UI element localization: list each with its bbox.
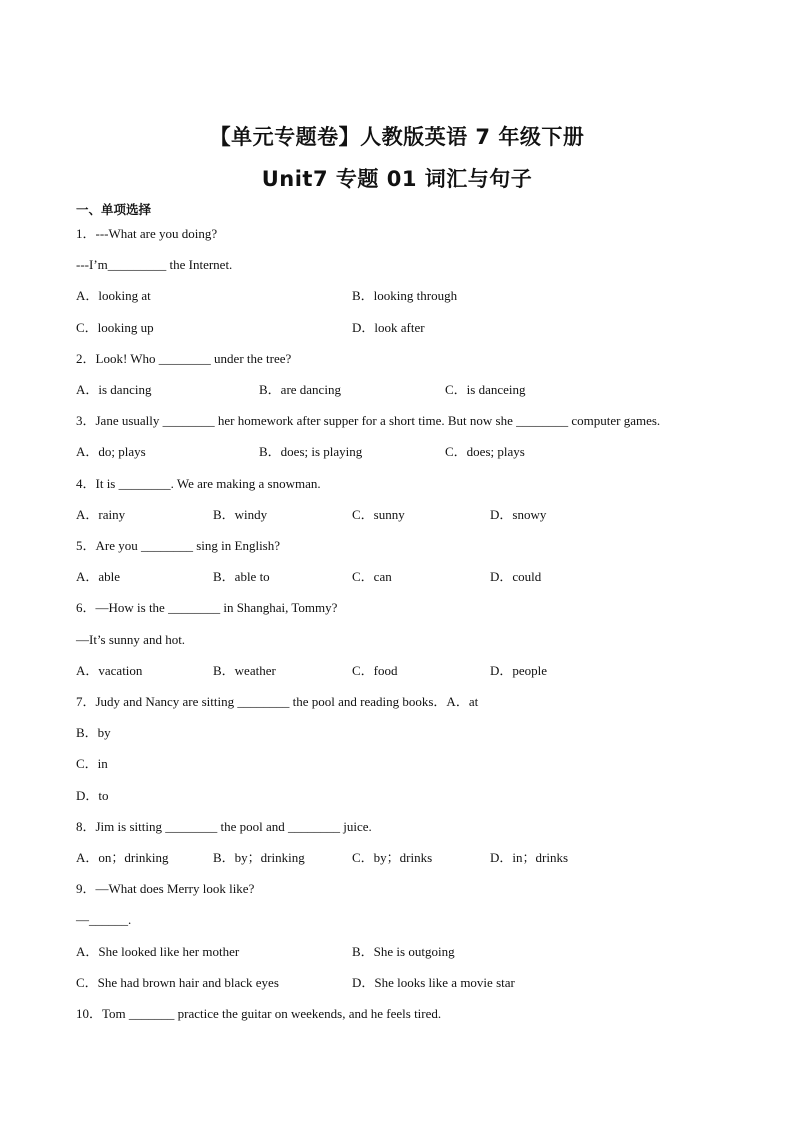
question-3-option-c: C．does; plays [445, 444, 525, 459]
question-5-option-c: C．can [352, 569, 392, 584]
question-4-option-b: B．windy [213, 507, 268, 522]
question-3-stem: 3．Jane usually ________ her homework after supper for a short time. But now she ________ computer games. [76, 413, 661, 428]
question-1-option-d: D．look after [352, 320, 425, 335]
question-1-stem-line2: ---I’m_________ the Internet. [76, 257, 233, 272]
question-6-option-a: A．vacation [76, 663, 143, 678]
question-1-option-b: B．looking through [352, 288, 458, 303]
question-4-option-a: A．rainy [76, 507, 126, 522]
question-6-option-c: C．food [352, 663, 398, 678]
question-8-option-d: D．in；drinks [490, 850, 569, 865]
question-2-option-b: B．are dancing [259, 382, 341, 397]
question-9-option-c: C．She had brown hair and black eyes [76, 975, 279, 990]
question-8-option-a: A．on；drinking [76, 850, 169, 865]
question-6-stem-line2: —It’s sunny and hot. [76, 632, 186, 647]
question-6-stem: 6．—How is the ________ in Shanghai, Tommy? [76, 600, 338, 615]
question-7-option-d: D．to [76, 788, 109, 803]
question-4-stem: 4．It is ________. We are making a snowman. [76, 476, 321, 491]
question-5-option-a: A．able [76, 569, 121, 584]
question-2-option-c: C．is danceing [445, 382, 526, 397]
question-9-option-a: A．She looked like her mother [76, 944, 240, 959]
question-7-stem: 7．Judy and Nancy are sitting ________ the pool and reading books．A．at [76, 694, 479, 709]
question-5-stem: 5．Are you ________ sing in English? [76, 538, 281, 553]
question-1-stem: 1．---What are you doing? [76, 226, 218, 241]
section-heading: 一、单项选择 [76, 202, 152, 217]
document-subtitle: Unit7 专题 01 词汇与句子 [261, 167, 533, 191]
question-9-stem-line2: —______. [76, 912, 132, 927]
question-2-option-a: A．is dancing [76, 382, 152, 397]
question-8-option-c: C．by；drinks [352, 850, 433, 865]
question-9-stem: 9．—What does Merry look like? [76, 881, 255, 896]
question-1-option-a: A．looking at [76, 288, 151, 303]
document-title: 【单元专题卷】人教版英语 7 年级下册 [209, 125, 585, 149]
question-1-option-c: C．looking up [76, 320, 154, 335]
question-5-option-d: D．could [490, 569, 542, 584]
question-4-option-d: D．snowy [490, 507, 547, 522]
question-3-option-a: A．do; plays [76, 444, 146, 459]
question-5-option-b: B．able to [213, 569, 270, 584]
question-8-option-b: B．by；drinking [213, 850, 305, 865]
question-7-option-c: C．in [76, 756, 108, 771]
question-6-option-d: D．people [490, 663, 548, 678]
question-2-stem: 2．Look! Who ________ under the tree? [76, 351, 292, 366]
question-6-option-b: B．weather [213, 663, 276, 678]
question-9-option-b: B．She is outgoing [352, 944, 455, 959]
question-4-option-c: C．sunny [352, 507, 405, 522]
question-10-stem: 10．Tom _______ practice the guitar on weekends, and he feels tired. [76, 1006, 442, 1021]
question-9-option-d: D．She looks like a movie star [352, 975, 515, 990]
question-7-option-b: B．by [76, 725, 111, 740]
question-8-stem: 8．Jim is sitting ________ the pool and ________ juice. [76, 819, 372, 834]
question-3-option-b: B．does; is playing [259, 444, 363, 459]
